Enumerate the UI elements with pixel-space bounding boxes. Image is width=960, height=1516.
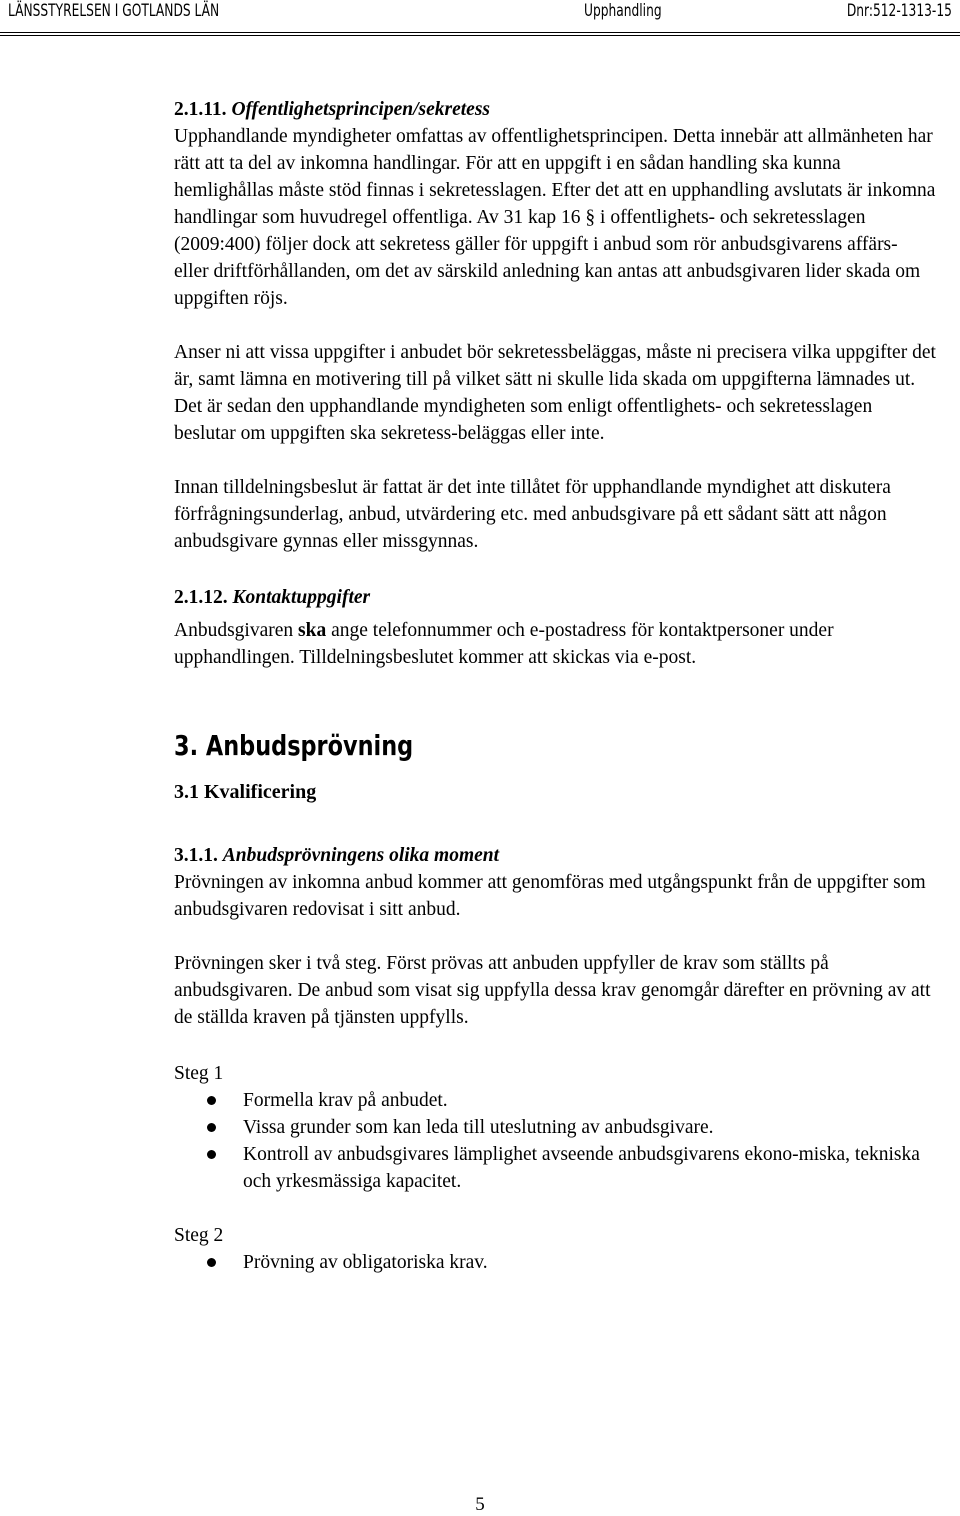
header-rule-bottom [0,35,960,36]
heading-2-1-11 [174,96,936,123]
heading-3-1-1 [174,842,936,869]
header-section: Upphandling [584,1,662,21]
heading-number: 2.1.11. [174,99,227,120]
bullet-icon [207,1150,216,1159]
list-item-text: Vissa grunder som kan leda till uteslutning av anbudsgivare. [243,1117,714,1138]
heading-title: Offentlighetsprincipen/sekretess [231,99,490,120]
step-2-list [174,1249,936,1276]
bullet-icon [207,1096,216,1105]
heading-number: 2.1.12. [174,587,228,608]
list-item-text: Kontroll av anbudsgivares lämplighet avseende anbudsgivarens ekono-miska, tekniska och yrkesmässiga kapacitet. [243,1144,920,1192]
paragraph-evaluation-1: Prövningen av inkomna anbud kommer att genomföras med utgångspunkt från de uppgifter som anbudsgivaren redovisat i sitt anbud. [174,872,926,920]
list-item-text: Formella krav på anbudet. [243,1090,448,1111]
paragraph-evaluation-2: Prövningen sker i två steg. Först prövas att anbuden uppfyller de krav som ställts på anbudsgivaren. De anbud som visat sig uppfylla dessa krav genomgår därefter en prövning av att de ställda kraven på tjänsten uppfylls. [174,953,931,1028]
header-dnr: Dnr:512-1313-15 [846,1,952,21]
paragraph-contact-before: Anbudsgivaren [174,620,299,641]
step-1-list [174,1087,936,1195]
list-item [174,1114,936,1141]
paragraph-contact-after: ange telefonnummer och e-postadress för kontaktpersoner under upphandlingen. Tilldelningsbeslutet kommer att skickas via e-post. [174,620,834,668]
list-item [174,1087,936,1114]
heading-3-anbudsprovning: 3. Anbudsprövning [174,729,414,762]
list-item-text: Prövning av obligatoriska krav. [243,1252,488,1273]
bullet-icon [207,1123,216,1132]
heading-title: Anbudsprövningens olika moment [222,845,500,866]
header-organization: LÄNSSTYRELSEN I GOTLANDS LÄN [8,1,220,21]
paragraph-contact [174,617,936,671]
bullet-icon [207,1258,216,1267]
heading-title: Kontaktuppgifter [232,587,371,608]
document-body [174,96,936,1276]
paragraph-contact-bold: ska [298,620,327,641]
header-rule-top [0,32,960,33]
step-1-label: Steg 1 [174,1063,224,1084]
paragraph-confidentiality-3: Innan tilldelningsbeslut är fattat är det inte tillåtet för upphandlande myndighet att diskutera förfrågningsunderlag, anbud, utvärdering etc. med anbudsgivare på ett sådant sätt att någon anbudsgivare gynnas eller missgynnas. [174,477,891,552]
list-item [174,1249,936,1276]
heading-3-1-kvalificering: 3.1 Kvalificering [174,781,317,803]
heading-number: 3.1.1. [174,845,218,866]
paragraph-confidentiality-1: Upphandlande myndigheter omfattas av offentlighetsprincipen. Detta innebär att allmänheten har rätt att ta del av inkomna handlingar. För att en uppgift i en sådan handling ska kunna hemlighållas måste stöd finnas i sekretesslagen. Efter det att en upphandling avslutats är inkomna handlingar som huvudregel offentliga. Av 31 kap 16 § i offentlighets- och sekretesslagen (2009:400) följer dock att sekretess gäller för uppgift i anbud som rör anbudsgivarens affärs- eller driftförhållanden, om det av särskild anledning kan antas att anbudsgivaren lider skada om uppgiften röjs. [174,126,936,309]
paragraph-confidentiality-2: Anser ni att vissa uppgifter i anbudet bör sekretessbeläggas, måste ni precisera vilka uppgifter det är, samt lämna en motivering till på vilket sätt ni skulle lida skada om uppgifterna lämnades ut. Det är sedan den upphandlande myndigheten som enligt offentlighets- och sekretesslagen beslutar om uppgiften ska sekretess-beläggas eller inte. [174,342,936,444]
heading-2-1-12 [174,584,936,611]
page-number: 5 [475,1494,485,1515]
step-2-label: Steg 2 [174,1225,224,1246]
list-item [174,1141,936,1195]
